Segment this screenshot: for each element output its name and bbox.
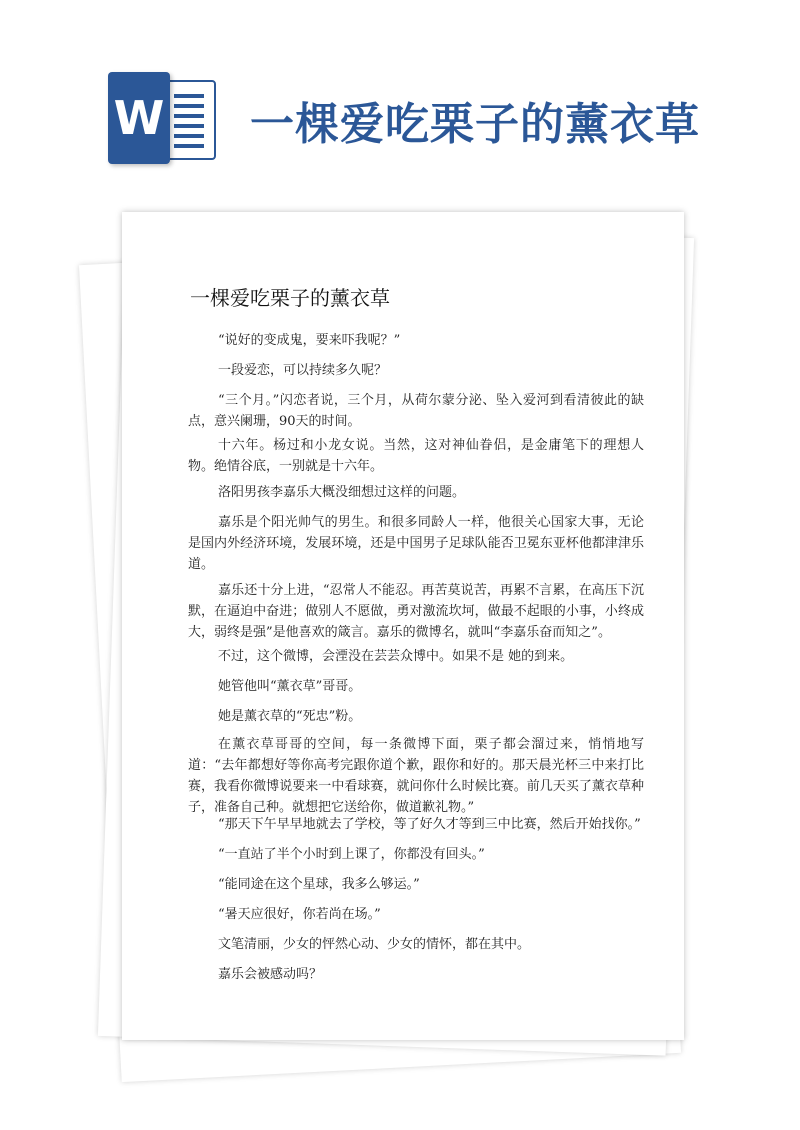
paragraph: 嘉乐是个阳光帅气的男生。和很多同龄人一样，他很关心国家大事，无论是国内外经济环境，发展环境，还是中国男子足球队能否卫冕东亚杯他都津津乐道。 (188, 515, 644, 572)
paragraph: “暑天应很好，你若尚在场。” (218, 907, 381, 922)
paragraph: 在薰衣草哥哥的空间，每一条微博下面，栗子都会溜过来，悄悄地写道：“去年都想好等你高考完跟你道个歉，跟你和好的。那天晨光杯三中来打比赛，我看你微博说要来一中看球赛，就问你什么时候比赛。前几天买了薰衣草种子，准备自己种。就想把它送给你，做道歉礼物。” (188, 737, 644, 815)
document-page (122, 212, 684, 1040)
paragraph: 一段爱恋，可以持续多久呢？ (218, 363, 388, 378)
paragraph: “一直站了半个小时到上课了，你都没有回头。” (218, 847, 485, 862)
paragraph: “那天下午早早地就去了学校，等了好久才等到三中比赛，然后开始找你。” (218, 817, 641, 832)
paragraph: 不过，这个微博，会湮没在芸芸众博中。如果不是 她的到来。 (218, 649, 574, 664)
paragraph: “三个月。”闪恋者说，三个月，从荷尔蒙分泌、坠入爱河到看清彼此的缺点，意兴阑珊，90天的时间。 (188, 393, 644, 429)
paragraph: 她管他叫“薰衣草”哥哥。 (218, 679, 362, 694)
paragraph: 洛阳男孩李嘉乐大概没细想过这样的问题。 (218, 485, 466, 500)
paragraph: 文笔清丽，少女的怦然心动、少女的情怀，都在其中。 (218, 937, 531, 952)
paragraph: “说好的变成鬼，要来吓我呢？” (218, 333, 401, 348)
word-logo-icon (108, 72, 216, 164)
paragraph: 十六年。杨过和小龙女说。当然，这对神仙眷侣，是金庸笔下的理想人物。绝情谷底，一别就是十六年。 (188, 438, 644, 474)
banner (0, 0, 800, 200)
paragraph: 她是薰衣草的“死忠”粉。 (218, 709, 362, 724)
word-badge: W (108, 72, 170, 164)
banner-title: 一棵爱吃栗子的薰衣草 (250, 99, 700, 150)
paragraph: 嘉乐会被感动吗？ (218, 967, 323, 982)
document-title: 一棵爱吃栗子的薰衣草 (190, 286, 390, 310)
paragraph: “能同途在这个星球，我多么够运。” (218, 877, 420, 892)
paragraph: 嘉乐还十分上进，“忍常人不能忍。再苦莫说苦，再累不言累，在高压下沉默，在逼迫中奋进；做别人不愿做，勇对激流坎坷，做最不起眼的小事，小终成大，弱终是强”是他喜欢的箴言。嘉乐的微博名，就叫“李嘉乐奋而知之”。 (188, 583, 644, 640)
